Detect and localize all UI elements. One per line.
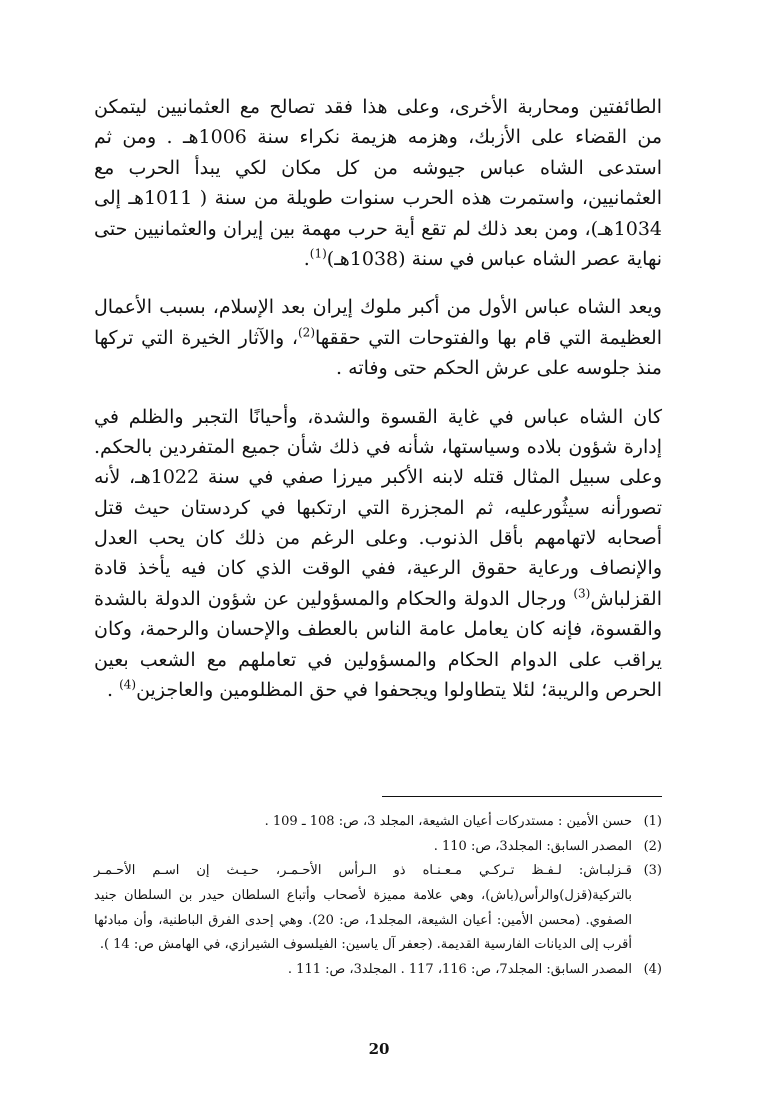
footnote-ref-4: (4) <box>119 677 137 692</box>
footnote-ref-1: (1) <box>309 246 327 261</box>
paragraph-text: . <box>106 679 120 702</box>
page-number: 20 <box>368 1040 390 1058</box>
footnote-number: (1) <box>643 814 662 829</box>
paragraph-text: كان الشاه عباس في غاية القسوة والشدة، وأحيانًا التجبر والظلم في إدارة شؤون بلاده وسياستها، شأنه في ذلك شأن جميع المتفردين بالحكم. وعلى سبيل المثال قتله لابنه الأكبر ميرزا صفي في سنة 1022هـ، لأنه تصورأنه سيثُورعليه، ثم المجزرة التي ارتكبها في كردستان حيث قتل أصحابه لاتهامهم بأقل الذنوب. وعلى الرغم من ذلك كان يحب العدل والإنصاف ورعاية حقوق الرعية، ففي الوقت الذي كان فيه يأخذ قادة القزلباش <box>94 405 662 610</box>
paragraph-text: ورجال الدولة والحكام والمسؤولين عن شؤون الدولة بالشدة والقسوة، فإنه كان يعامل عامة الناس بالعطف والإحسان والرحمة، وكان يراقب على الدوام الحكام والمسؤولين في تعاملهم مع الشعب بعين الحرص والريبة؛ لئلا يتطاولوا ويجحفوا في حق المظلومين والعاجزين <box>94 587 662 702</box>
period: . <box>303 247 310 270</box>
footnote-ref-3: (3) <box>573 586 591 601</box>
footnote-text: حسن الأمين : مستدركات أعيان الشيعة، المجلد 3، ص: 108 ـ 109 . <box>264 814 632 829</box>
paragraph-2 <box>94 292 662 383</box>
footnote-number: (2) <box>643 838 662 854</box>
footnote-ref-2: (2) <box>297 325 315 340</box>
footnote-text: المصدر السابق: المجلد7، ص: 116، 117 . المجلد3، ص: 111 . <box>287 962 632 978</box>
paragraph-text: الطائفتين ومحاربة الأخرى، وعلى هذا فقد تصالح مع العثمانيين ليتمكن من القضاء على الأزبك، وهزمه هزيمة نكراء سنة 1006هـ . ومن ثم استدعى الشاه عباس جيوشه من كل مكان لكي يبدأ الحرب مع العثمانيين، واستمرت هذه الحرب سنوات طويلة من سنة ( 1011هـ إلى 1034هـ)، ومن بعد ذلك لم تقع أية حرب مهمة بين إيران والعثمانيين حتى نهاية عصر الشاه عباس في سنة (1038هـ) <box>94 96 662 270</box>
footnotes <box>94 810 662 983</box>
paragraph-text: ، والآثار الخيرة التي تركها منذ جلوسه على عرش الحكم حتى وفاته . <box>94 326 662 380</box>
paragraph-1 <box>94 92 662 274</box>
footnote-1 <box>94 810 662 835</box>
main-text <box>94 92 662 723</box>
footnote-3 <box>94 859 662 958</box>
footnote-2 <box>94 835 662 860</box>
footnote-divider <box>382 796 662 797</box>
footnote-number: (3) <box>643 863 662 879</box>
paragraph-text: ويعد الشاه عباس الأول من أكبر ملوك إيران بعد الإسلام، بسبب الأعمال العظيمة التي قام بها والفتوحات التي حققها <box>94 296 663 349</box>
paragraph-3 <box>94 402 662 706</box>
footnote-text: قـزلبـاش: لـفـظ تـركـي مـعـنـاه ذو الـرأس الأحـمـر، حـيـث إن اسـم الأحـمـر بالتركية(قزل)والرأس(باش)، وهي علامة مميزة لأصحاب وأتباع السلطان حيدر بن السلطان جنيد الصفوي. (محسن الأمين: أعيان الشيعة، المجلد1، ص: 20). وهي إحدى الفرق الباطنية، وأن مبادئها أقرب إلى الديانات الفارسية القديمة. (جعفر آل ياسين: الفيلسوف الشيرازي، في الهامش ص: 14 ). <box>94 863 633 953</box>
footnote-text: المصدر السابق: المجلد3، ص: 110 . <box>433 838 632 854</box>
footnote-4 <box>94 958 662 983</box>
footnote-number: (4) <box>643 962 662 978</box>
